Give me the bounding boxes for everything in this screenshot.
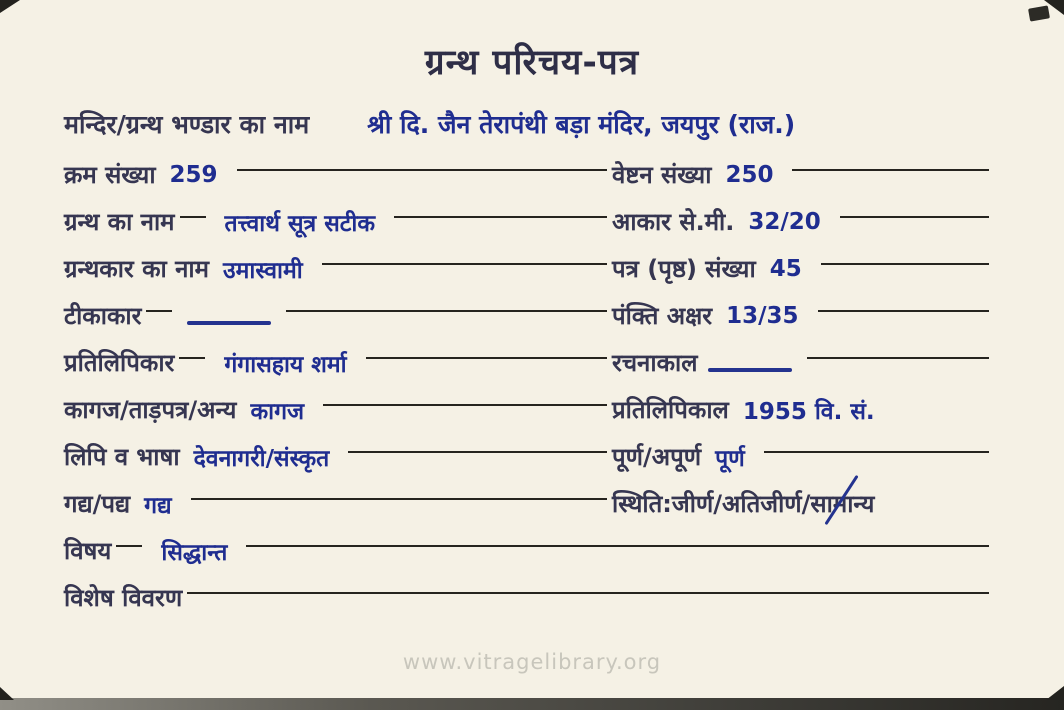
field-serial-no xyxy=(64,158,612,191)
fill-line xyxy=(821,263,989,265)
field-label: प्रतिलिपिकार xyxy=(64,349,175,377)
field-special-details xyxy=(64,574,994,621)
card-content xyxy=(0,101,1064,621)
field-value: सिद्धान्त xyxy=(161,539,228,566)
field-label: वेष्टन संख्या xyxy=(612,161,712,189)
field-subject xyxy=(64,527,994,574)
field-label: पंक्ति अक्षर xyxy=(612,302,713,330)
field-condition xyxy=(612,487,994,520)
field-script-language xyxy=(64,440,612,473)
row-name-size xyxy=(64,198,994,245)
field-label: पूर्ण/अपूर्ण xyxy=(612,443,702,471)
fill-line xyxy=(366,357,607,359)
field-label: मन्दिर/ग्रन्थ भण्डार का नाम xyxy=(64,110,310,139)
fill-line xyxy=(237,169,607,171)
field-label: ग्रन्थ का नाम xyxy=(64,208,175,236)
field-value: देवनागरी/संस्कृत xyxy=(193,445,330,472)
field-label: क्रम संख्या xyxy=(64,161,156,189)
field-value: गद्य xyxy=(144,492,172,519)
row-commentator-lines xyxy=(64,292,994,339)
field-author-name xyxy=(64,252,612,285)
fill-line xyxy=(394,216,607,218)
field-value: 1955 वि. सं. xyxy=(742,398,875,425)
row-serial-bundle xyxy=(64,151,994,198)
page-title: ग्रन्थ परिचय-पत्र xyxy=(424,43,640,83)
field-label: स्थिति:जीर्ण/अतिजीर्ण/ xyxy=(612,490,811,518)
field-value: तत्त्वार्थ सूत्र सटीक xyxy=(224,210,375,237)
row-copyist-composition xyxy=(64,339,994,386)
row-author-pages xyxy=(64,245,994,292)
field-label: कागज/ताड़पत्र/अन्य xyxy=(64,396,237,424)
condition-marked-option xyxy=(810,487,874,520)
handwritten-blank-dash xyxy=(708,368,792,372)
scan-artifact-bottom-edge xyxy=(0,698,1064,710)
field-value: 13/35 xyxy=(726,302,799,329)
fill-line xyxy=(807,357,989,359)
field-label: रचनाकाल xyxy=(612,349,698,377)
scan-artifact-corner-top-left xyxy=(0,0,20,13)
handwritten-blank-dash xyxy=(187,321,271,325)
fill-line xyxy=(818,310,989,312)
field-value: कागज xyxy=(250,398,305,425)
field-label: विशेष विवरण xyxy=(64,584,183,612)
field-label: ग्रन्थकार का नाम xyxy=(64,255,209,283)
field-bundle-no xyxy=(612,158,994,191)
fill-line xyxy=(116,545,142,547)
scan-artifact-blob-top-right xyxy=(1028,5,1050,21)
field-value: पूर्ण xyxy=(715,445,745,472)
field-label: प्रतिलिपिकाल xyxy=(612,396,729,424)
fill-line xyxy=(179,357,205,359)
watermark-text: www.vitragelibrary.org xyxy=(402,650,662,674)
field-completeness xyxy=(612,440,994,473)
row-prose-condition xyxy=(64,480,994,527)
field-prose-verse xyxy=(64,487,612,520)
field-label: गद्य/पद्य xyxy=(64,490,131,518)
fill-line xyxy=(187,592,989,594)
field-material xyxy=(64,393,612,426)
fill-line xyxy=(191,498,607,500)
field-value: 45 xyxy=(769,255,802,282)
fill-line xyxy=(180,216,206,218)
field-value: उमास्वामी xyxy=(223,257,303,284)
field-copy-date xyxy=(612,393,994,426)
field-value: 250 xyxy=(725,161,774,188)
fill-line xyxy=(323,404,607,406)
fill-line xyxy=(840,216,989,218)
field-value: 259 xyxy=(169,161,218,188)
field-page-count xyxy=(612,252,994,285)
field-copyist xyxy=(64,346,612,379)
fill-line xyxy=(322,263,607,265)
field-value: गंगासहाय शर्मा xyxy=(224,351,347,378)
field-label: विषय xyxy=(64,537,112,565)
field-granth-name xyxy=(64,205,612,238)
fill-line xyxy=(286,310,607,312)
row-material-copydate xyxy=(64,386,994,433)
fill-line xyxy=(764,451,989,453)
fill-line xyxy=(792,169,989,171)
field-label: टीकाकार xyxy=(64,302,142,330)
field-bhandar-name xyxy=(64,101,994,147)
field-value: 32/20 xyxy=(748,208,821,235)
fields-grid xyxy=(64,151,994,621)
fill-line xyxy=(348,451,607,453)
field-size-cm xyxy=(612,205,994,238)
field-label: पत्र (पृष्ठ) संख्या xyxy=(612,255,756,283)
field-lines-letters xyxy=(612,299,994,332)
field-value: सामान्य xyxy=(810,490,875,518)
field-label: आकार से.मी. xyxy=(612,208,735,236)
row-script-completeness xyxy=(64,433,994,480)
fill-line xyxy=(246,545,989,547)
field-label: लिपि व भाषा xyxy=(64,443,180,471)
field-value: श्री दि. जैन तेरापंथी बड़ा मंदिर, जयपुर (राज.) xyxy=(367,110,796,139)
fill-line xyxy=(146,310,172,312)
field-composition-date xyxy=(612,346,994,379)
field-commentator xyxy=(64,299,612,332)
